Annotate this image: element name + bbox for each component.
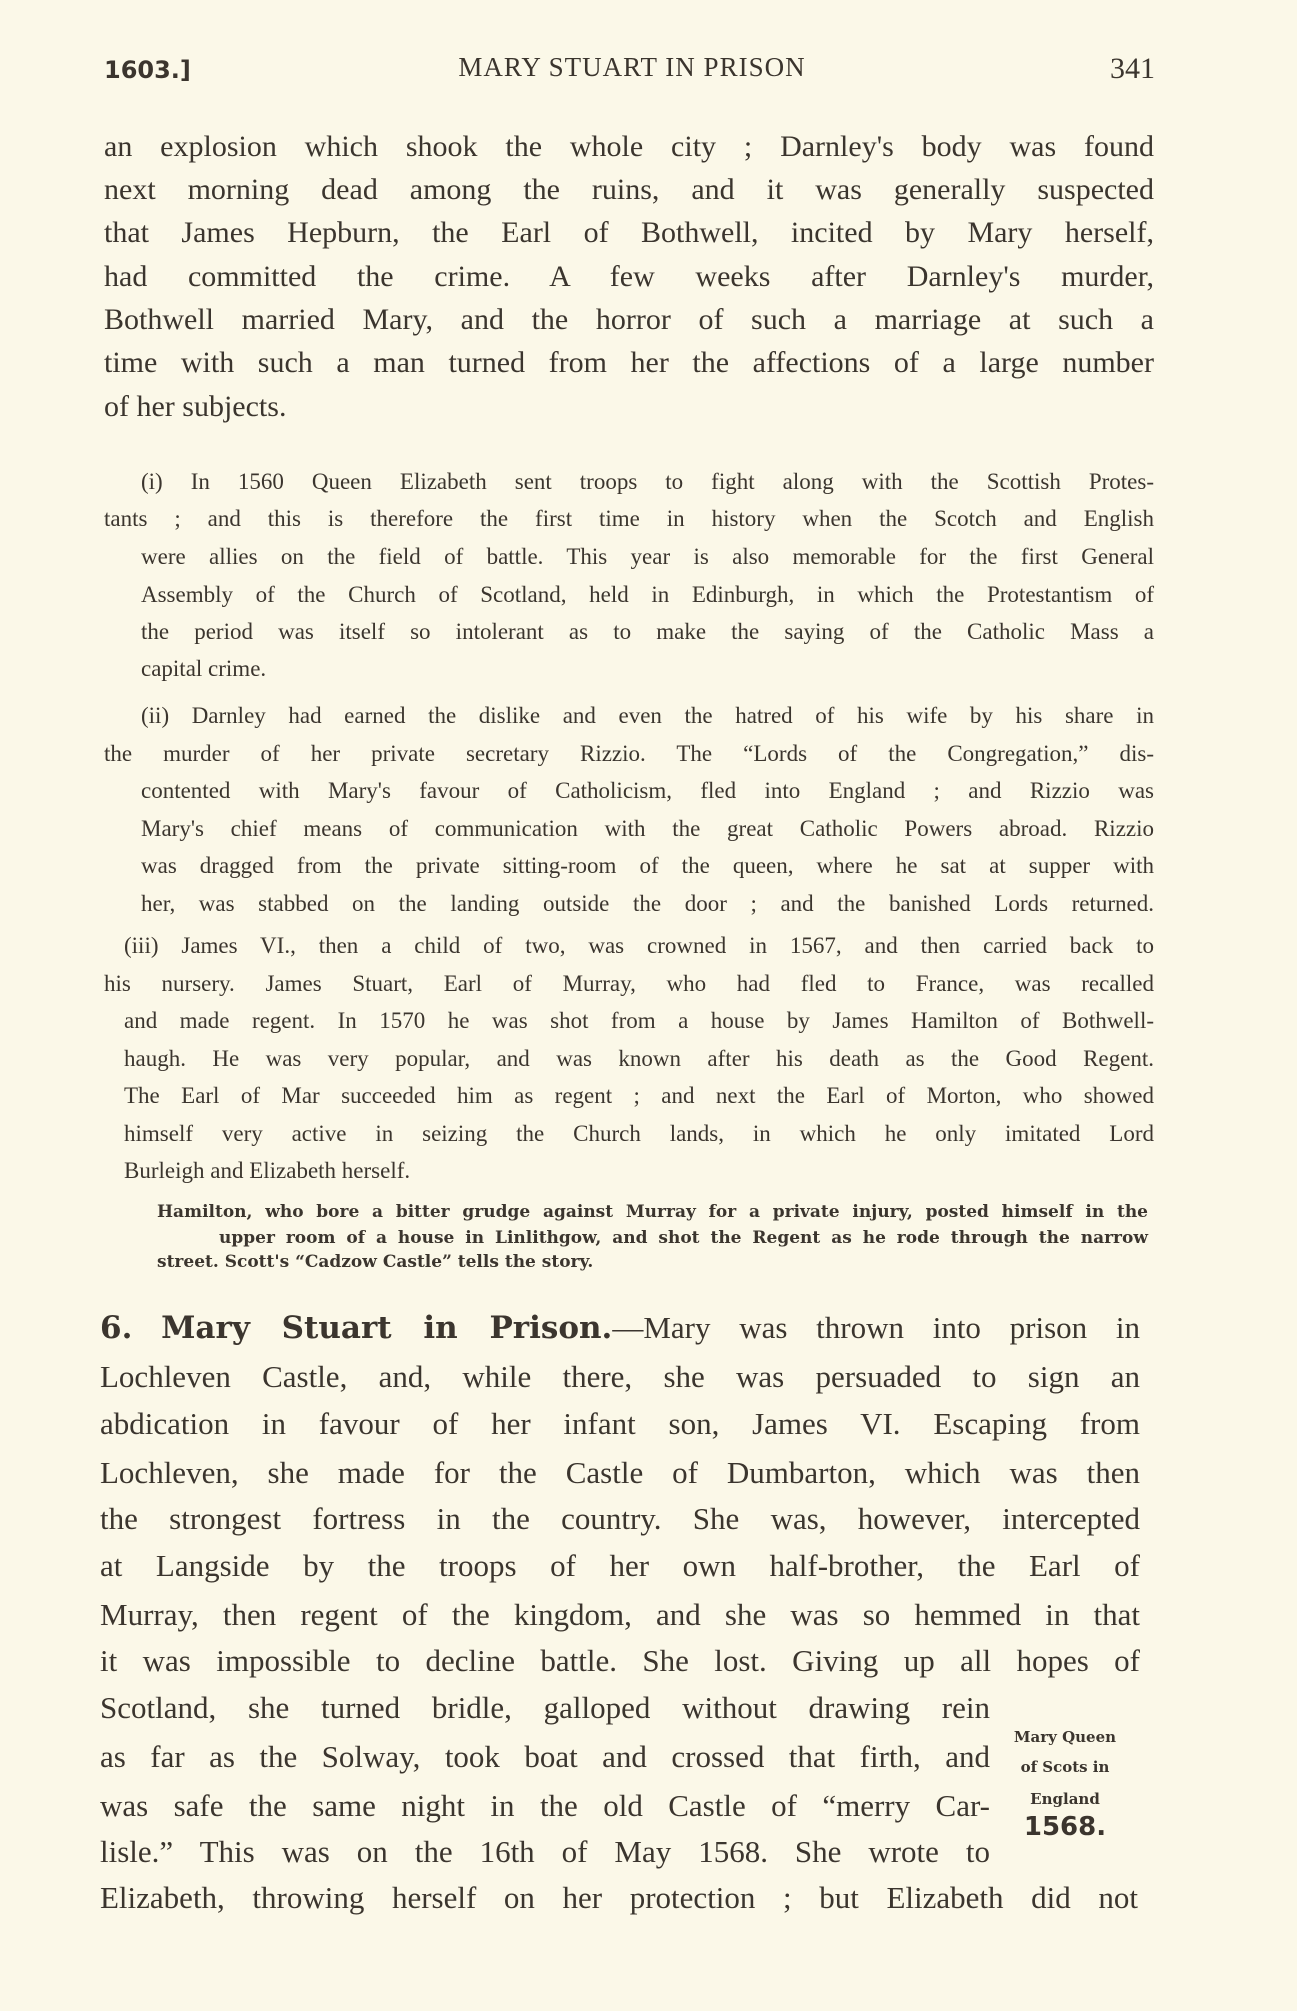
text-line: his nursery. James Stuart, Earl of Murray, who had fled to France, was recalled bbox=[104, 971, 1154, 996]
text-line: it was impossible to decline battle. She lost. Giving up all hopes of bbox=[100, 1643, 1140, 1678]
text-line: Murray, then regent of the kingdom, and she was so hemmed in that bbox=[100, 1597, 1140, 1632]
text-line: the strongest fortress in the country. She was, however, intercepted bbox=[100, 1501, 1140, 1536]
text-line: The Earl of Mar succeeded him as regent ; and next the Earl of Morton, who showed bbox=[124, 1083, 1154, 1108]
text-line: Burleigh and Elizabeth herself. bbox=[124, 1158, 411, 1183]
section-number: 6. bbox=[100, 1310, 133, 1346]
text-line: himself very active in seizing the Church lands, in which he only imitated Lord bbox=[124, 1121, 1154, 1146]
text-line: had committed the crime. A few weeks after Darnley's murder, bbox=[104, 260, 1154, 293]
section-heading-line bbox=[100, 1310, 1140, 1346]
text-line: that James Hepburn, the Earl of Bothwell, incited by Mary herself, bbox=[104, 216, 1154, 249]
text-line: abdication in favour of her infant son, James VI. Escaping from bbox=[100, 1406, 1140, 1441]
text-line: as far as the Solway, took boat and crossed that firth, and bbox=[100, 1739, 990, 1774]
text-line: the murder of her private secretary Rizzio. The “Lords of the Congregation,” dis- bbox=[104, 741, 1154, 766]
text-line: an explosion which shook the whole city ; Darnley's body was found bbox=[104, 130, 1154, 163]
text-line: Mary's chief means of communication with the great Catholic Powers abroad. Rizzio bbox=[141, 816, 1154, 841]
text-line: Assembly of the Church of Scotland, held in Edinburgh, in which the Protestantism of bbox=[141, 582, 1154, 607]
text-line: her, was stabbed on the landing outside the door ; and the banished Lords returned. bbox=[141, 891, 1154, 916]
text-line: lisle.” This was on the 16th of May 1568. She wrote to bbox=[100, 1834, 990, 1869]
section-heading: Mary Stuart in Prison. bbox=[161, 1310, 613, 1346]
page-title: MARY STUART IN PRISON bbox=[458, 52, 806, 82]
page-number: 341 bbox=[1110, 52, 1155, 85]
side-note-year: 1568. bbox=[1023, 1812, 1107, 1842]
text-line: street. Scott's “Cadzow Castle” tells the story. bbox=[157, 1252, 594, 1272]
text-line: tants ; and this is therefore the first time in history when the Scotch and English bbox=[104, 506, 1154, 531]
text-line: capital crime. bbox=[141, 656, 267, 681]
text-line: at Langside by the troops of her own half-brother, the Earl of bbox=[100, 1548, 1140, 1583]
text-line: was dragged from the private sitting-room of the queen, where he sat at supper with bbox=[141, 853, 1154, 878]
text-line: Hamilton, who bore a bitter grudge against Murray for a private injury, posted himself in the bbox=[157, 1202, 1148, 1222]
text-line: Lochleven, she made for the Castle of Dumbarton, which was then bbox=[100, 1455, 1140, 1490]
text-line: Lochleven Castle, and, while there, she was persuaded to sign an bbox=[100, 1359, 1140, 1394]
text-line: (i) In 1560 Queen Elizabeth sent troops to fight along with the Scottish Protes- bbox=[141, 469, 1154, 494]
text-line: Bothwell married Mary, and the horror of such a marriage at such a bbox=[104, 303, 1154, 336]
text-line: were allies on the field of battle. This year is also memorable for the first General bbox=[141, 544, 1154, 569]
header-date: 1603.] bbox=[104, 56, 191, 84]
side-note-line: England bbox=[1030, 1790, 1100, 1808]
text-line: contented with Mary's favour of Catholicism, fled into England ; and Rizzio was bbox=[141, 778, 1154, 803]
text-line: time with such a man turned from her the affections of a large number bbox=[104, 346, 1154, 379]
text-line: Scotland, she turned bridle, galloped without drawing rein bbox=[100, 1690, 990, 1725]
text-line: and made regent. In 1570 he was shot from a house by James Hamilton of Bothwell- bbox=[124, 1008, 1154, 1033]
side-note-line: Mary Queen bbox=[1013, 1728, 1117, 1746]
side-note-line: of Scots in bbox=[1020, 1758, 1110, 1776]
text-line: Elizabeth, throwing herself on her protection ; but Elizabeth did not bbox=[100, 1880, 1138, 1915]
text-line: next morning dead among the ruins, and it was generally suspected bbox=[104, 173, 1154, 206]
section-first-line: —Mary was thrown into prison in bbox=[612, 1310, 1140, 1345]
text-line: of her subjects. bbox=[104, 390, 287, 423]
text-line: haugh. He was very popular, and was known after his death as the Good Regent. bbox=[124, 1046, 1154, 1071]
text-line: was safe the same night in the old Castle of “merry Car- bbox=[100, 1788, 990, 1823]
text-line: (iii) James VI., then a child of two, was crowned in 1567, and then carried back to bbox=[124, 933, 1154, 958]
text-line: the period was itself so intolerant as to make the saying of the Catholic Mass a bbox=[141, 619, 1154, 644]
text-line: (ii) Darnley had earned the dislike and even the hatred of his wife by his share in bbox=[141, 703, 1154, 728]
text-line: upper room of a house in Linlithgow, and shot the Regent as he rode through the narrow bbox=[219, 1228, 1148, 1248]
